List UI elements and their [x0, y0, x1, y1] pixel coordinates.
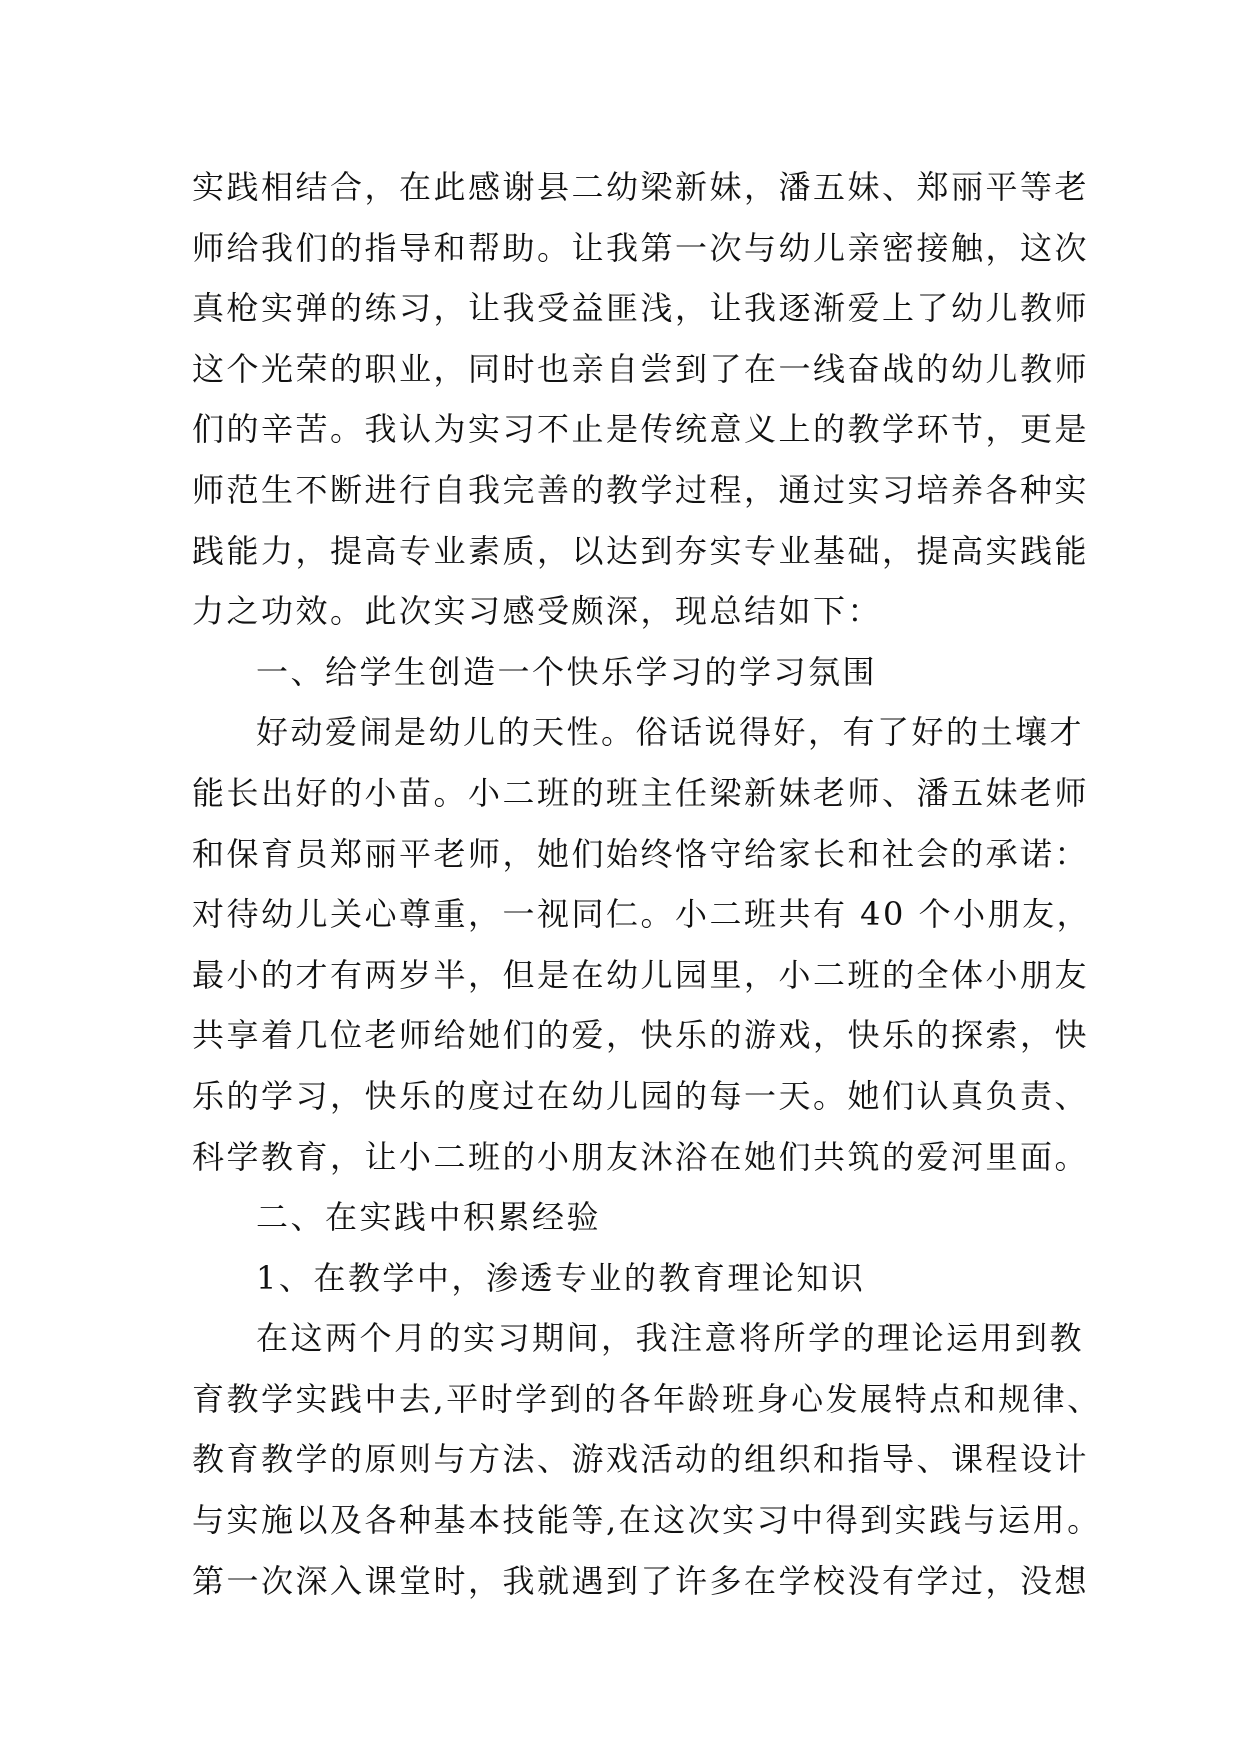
text-line: 乐的学习，快乐的度过在幼儿园的每一天。她们认真负责、: [192, 1076, 1090, 1115]
text-line: 1、在教学中，渗透专业的教育理论知识: [256, 1258, 866, 1297]
text-line: 和保育员郑丽平老师，她们始终恪守给家长和社会的承诺：: [192, 834, 1090, 873]
text-line: 二、在实践中积累经验: [256, 1198, 602, 1237]
text-line: 力之功效。此次实习感受颇深，现总结如下：: [192, 592, 883, 631]
text-line: 好动爱闹是幼儿的天性。俗话说得好，有了好的土壤才: [256, 713, 1085, 752]
text-line: 这个光荣的职业，同时也亲自尝到了在一线奋战的幼儿教师: [192, 349, 1090, 388]
text-line: 践能力，提高专业素质，以达到夯实专业基础，提高实践能: [192, 531, 1090, 570]
text-line: 能长出好的小苗。小二班的班主任梁新妹老师、潘五妹老师: [192, 773, 1090, 812]
text-line: 们的辛苦。我认为实习不止是传统意义上的教学环节，更是: [192, 410, 1090, 449]
text-line: 在这两个月的实习期间，我注意将所学的理论运用到教: [256, 1319, 1085, 1358]
text-line: 第一次深入课堂时，我就遇到了许多在学校没有学过，没想: [192, 1561, 1090, 1600]
text-line: 一、给学生创造一个快乐学习的学习氛围: [256, 652, 878, 691]
text-line: 师给我们的指导和帮助。让我第一次与幼儿亲密接触，这次: [192, 228, 1090, 267]
text-line: 共享着几位老师给她们的爱，快乐的游戏，快乐的探索，快: [192, 1016, 1090, 1055]
text-line: 真枪实弹的练习，让我受益匪浅，让我逐渐爱上了幼儿教师: [192, 289, 1090, 328]
text-line: 与实施以及各种基本技能等,在这次实习中得到实践与运用。: [192, 1501, 1102, 1540]
text-line: 最小的才有两岁半，但是在幼儿园里，小二班的全体小朋友: [192, 955, 1090, 994]
text-line: 对待幼儿关心尊重，一视同仁。小二班共有 40 个小朋友，: [192, 895, 1092, 934]
text-line: 科学教育，让小二班的小朋友沐浴在她们共筑的爱河里面。: [192, 1137, 1090, 1176]
text-line: 师范生不断进行自我完善的教学过程，通过实习培养各种实: [192, 470, 1090, 509]
text-line: 实践相结合，在此感谢县二幼梁新妹，潘五妹、郑丽平等老: [192, 168, 1090, 206]
text-line: 教育教学的原则与方法、游戏活动的组织和指导、课程设计: [192, 1440, 1090, 1479]
text-line: 育教学实践中去,平时学到的各年龄班身心发展特点和规律、: [192, 1379, 1102, 1418]
document-body: [192, 165, 1102, 1619]
